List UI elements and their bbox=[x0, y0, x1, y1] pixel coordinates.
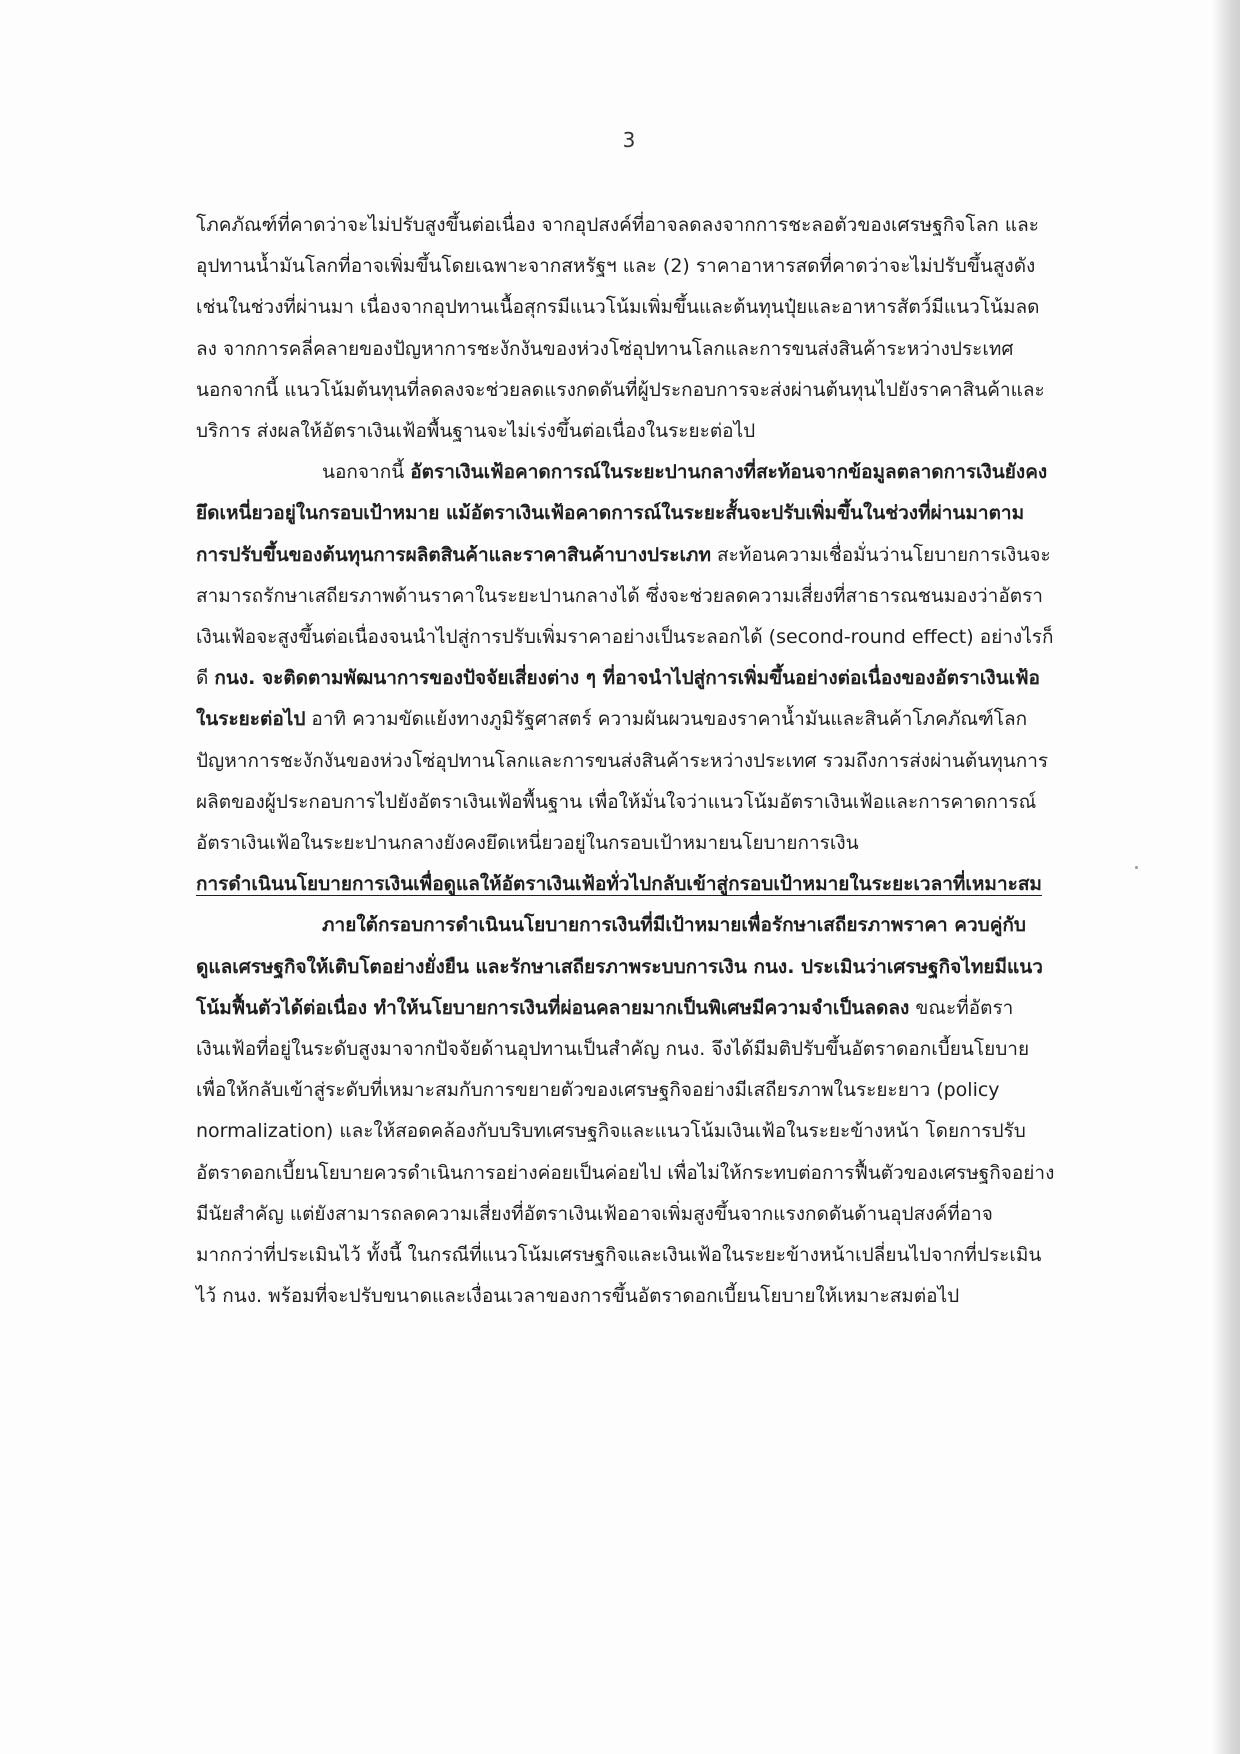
paragraph-body-text: อาทิ ความขัดแย้งทางภูมิรัฐศาสตร์ ความผันผวนของราคาน้ำมันและสินค้าโภคภัณฑ์โลก ปัญหาการชะงักงันของห่วงโซ่อุปทานโลกและการขนส่งสินค้าระหว่างประเทศ รวมถึงการส่งผ่านต้นทุนการผลิตของผู้ประกอบการไปยังอัตราเงินเฟ้อพื้นฐาน เพื่อให้มั่นใจว่าแนวโน้มอัตราเงินเฟ้อและการคาดการณ์อัตราเงินเฟ้อในระยะปานกลางยังคงยึดเหนี่ยวอยู่ในกรอบเป้าหมายนโยบายการเงิน bbox=[196, 708, 1049, 855]
paragraph-commodity-outlook: โภคภัณฑ์ที่คาดว่าจะไม่ปรับสูงขึ้นต่อเนื่อง จากอุปสงค์ที่อาจลดลงจากการชะลอตัวของเศรษฐกิจโลก และอุปทานน้ำมันโลกที่อาจเพิ่มขึ้นโดยเฉพาะจากสหรัฐฯ และ (2) ราคาอาหารสดที่คาดว่าจะไม่ปรับขึ้นสูงดังเช่นในช่วงที่ผ่านมา เนื่องจากอุปทานเนื้อสุกรมีแนวโน้มเพิ่มขึ้นและต้นทุนปุ๋ยและอาหารสัตว์มีแนวโน้มลดลง จากการคลี่คลายของปัญหาการชะงักงันของห่วงโซ่อุปทานโลกและการขนส่งสินค้าระหว่างประเทศ นอกจากนี้ แนวโน้มต้นทุนที่ลดลงจะช่วยลดแรงกดดันที่ผู้ประกอบการจะส่งผ่านต้นทุนไปยังราคาสินค้าและบริการ ส่งผลให้อัตราเงินเฟ้อพื้นฐานจะไม่เร่งขึ้นต่อเนื่องในระยะต่อไป bbox=[196, 214, 1045, 443]
paragraph-inflation-expectations bbox=[196, 452, 1056, 864]
paragraph-lead-text: นอกจากนี้ bbox=[322, 461, 411, 484]
page-number: 3 bbox=[622, 128, 636, 152]
paragraph-policy-decision bbox=[196, 905, 1056, 1317]
bold-statement-expectations: อัตราเงินเฟ้อคาดการณ์ในระยะปานกลางที่สะท้อนจากข้อมูลตลาดการเงินยังคงยึดเหนี่ยวอยู่ในกรอบเป้าหมาย แม้อัตราเงินเฟ้อคาดการณ์ในระยะสั้นจะปรับเพิ่มขึ้นในช่วงที่ผ่านมาตามการปรับขึ้นของต้นทุนการผลิตสินค้าและราคาสินค้าบางประเภท bbox=[196, 461, 1048, 566]
bold-statement-policy-framework: ภายใต้กรอบการดำเนินนโยบายการเงินที่มีเป้าหมายเพื่อรักษาเสถียรภาพราคา ควบคู่กับดูแลเศรษฐกิจให้เติบโตอย่างยั่งยืน และรักษาเสถียรภาพระบบการเงิน กนง. ประเมินว่าเศรษฐกิจไทยมีแนวโน้มฟื้นตัวได้ต่อเนื่อง ทำให้นโยบายการเงินที่ผ่อนคลายมากเป็นพิเศษมีความจำเป็นลดลง bbox=[196, 914, 1043, 1019]
section-heading: การดำเนินนโยบายการเงินเพื่อดูแลให้อัตราเงินเฟ้อทั่วไปกลับเข้าสู่กรอบเป้าหมายในระยะเวลาที่เหมาะสม bbox=[196, 873, 1042, 896]
paragraph-body-text: สะท้อนความเชื่อมั่นว่านโยบายการเงินจะสามารถรักษาเสถียรภาพด้านราคาในระยะปานกลางได้ ซึ่งจะช่วยลดความเสี่ยงที่สาธารณชนมองว่าอัตราเงินเฟ้อจะสูงขึ้นต่อเนื่องจนนำไปสู่การปรับเพิ่มราคาอย่างเป็นระลอกได้ (second-round effect) อย่างไรก็ดี bbox=[196, 543, 1054, 690]
scan-speck bbox=[1135, 866, 1138, 869]
page-edge-shadow bbox=[1212, 0, 1240, 1754]
paragraph-body-text: ขณะที่อัตราเงินเฟ้อที่อยู่ในระดับสูงมาจากปัจจัยด้านอุปทานเป็นสำคัญ กนง. จึงได้มีมติปรับขึ้นอัตราดอกเบี้ยนโยบาย เพื่อให้กลับเข้าสู่ระดับที่เหมาะสมกับการขยายตัวของเศรษฐกิจอย่างมีเสถียรภาพในระยะยาว (policy normalization) และให้สอดคล้องกับบริบทเศรษฐกิจและแนวโน้มเงินเฟ้อในระยะข้างหน้า โดยการปรับอัตราดอกเบี้ยนโยบายควรดำเนินการอย่างค่อยเป็นค่อยไป เพื่อไม่ให้กระทบต่อการฟื้นตัวของเศรษฐกิจอย่างมีนัยสำคัญ แต่ยังสามารถลดความเสี่ยงที่อัตราเงินเฟ้ออาจเพิ่มสูงขึ้นจากแรงกดดันด้านอุปสงค์ที่อาจมากกว่าที่ประเมินไว้ ทั้งนี้ ในกรณีที่แนวโน้มเศรษฐกิจและเงินเฟ้อในระยะข้างหน้าเปลี่ยนไปจากที่ประเมินไว้ กนง. พร้อมที่จะปรับขนาดและเงื่อนเวลาของการขึ้นอัตราดอกเบี้ยนโยบายให้เหมาะสมต่อไป bbox=[196, 996, 1055, 1308]
document-body bbox=[196, 205, 1056, 1317]
bold-statement-risk-monitoring: กนง. จะติดตามพัฒนาการของปัจจัยเสี่ยงต่าง ๆ ที่อาจนำไปสู่การเพิ่มขึ้นอย่างต่อเนื่องของอัตราเงินเฟ้อในระยะต่อไป bbox=[196, 667, 1040, 731]
